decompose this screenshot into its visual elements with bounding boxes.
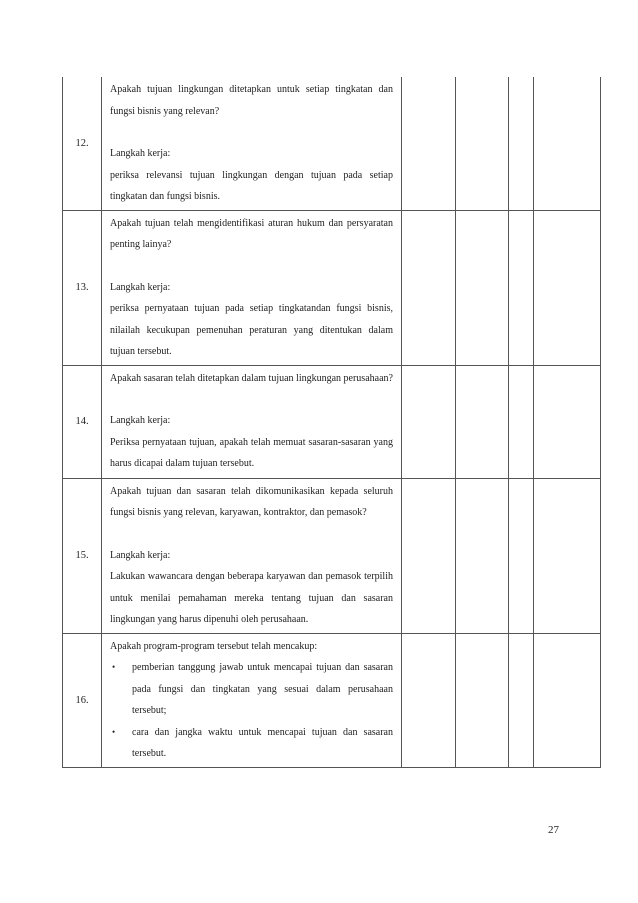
table-row bbox=[63, 478, 601, 633]
list-item bbox=[110, 657, 393, 722]
table-row bbox=[63, 633, 601, 767]
answer-cell bbox=[534, 210, 601, 365]
table-row bbox=[63, 210, 601, 365]
page-number: 27 bbox=[548, 824, 559, 836]
row-number: 16. bbox=[63, 633, 102, 767]
answer-cell bbox=[509, 210, 534, 365]
answer-cell bbox=[402, 478, 456, 633]
question-cell bbox=[102, 478, 402, 633]
answer-cell bbox=[402, 210, 456, 365]
step-label: Langkah kerja: bbox=[110, 281, 171, 293]
step-label: Langkah kerja: bbox=[110, 549, 171, 561]
table-row bbox=[63, 77, 601, 210]
answer-cell bbox=[534, 77, 601, 210]
question-text: Apakah tujuan lingkungan ditetapkan untuk setiap tingkatan dan fungsi bisnis yang relevan? bbox=[110, 84, 393, 117]
answer-cell bbox=[456, 77, 509, 210]
row-number: 15. bbox=[63, 478, 102, 633]
answer-cell bbox=[456, 365, 509, 478]
answer-cell bbox=[402, 77, 456, 210]
question-text: Apakah tujuan dan sasaran telah dikomunikasikan kepada seluruh fungsi bisnis yang relevan, karyawan, kontraktor, dan pemasok? bbox=[110, 485, 393, 518]
question-cell bbox=[102, 210, 402, 365]
row-number: 13. bbox=[63, 210, 102, 365]
audit-checklist-table bbox=[62, 77, 601, 768]
question-cell bbox=[102, 633, 402, 767]
answer-cell bbox=[402, 633, 456, 767]
answer-cell bbox=[456, 478, 509, 633]
question-cell bbox=[102, 365, 402, 478]
table-row bbox=[63, 365, 601, 478]
question-text: Apakah tujuan telah mengidentifikasi aturan hukum dan persyaratan penting lainya? bbox=[110, 217, 393, 250]
answer-cell bbox=[509, 77, 534, 210]
answer-cell bbox=[402, 365, 456, 478]
step-text: periksa relevansi tujuan lingkungan dengan tujuan pada setiap tingkatan dan fungsi bisnis. bbox=[110, 169, 393, 202]
answer-cell bbox=[509, 365, 534, 478]
answer-cell bbox=[509, 633, 534, 767]
answer-cell bbox=[509, 478, 534, 633]
step-text: periksa pernyataan tujuan pada setiap tingkatandan fungsi bisnis, nilailah kecukupan pemenuhan peraturan yang ditentukan dalam tujuan tersebut. bbox=[110, 303, 393, 357]
step-label: Langkah kerja: bbox=[110, 148, 171, 159]
bullet-text: pemberian tanggung jawab untuk mencapai tujuan dan sasaran pada fungsi dan tingkatan yang sesuai dalam perusahaan tersebut; bbox=[132, 662, 393, 716]
bullet-list bbox=[110, 657, 393, 765]
row-number: 14. bbox=[63, 365, 102, 478]
answer-cell bbox=[456, 210, 509, 365]
step-label: Langkah kerja: bbox=[110, 415, 171, 426]
question-cell bbox=[102, 77, 402, 210]
question-text: Apakah program-program tersebut telah mencakup: bbox=[110, 640, 318, 652]
step-text: Periksa pernyataan tujuan, apakah telah memuat sasaran-sasaran yang harus dicapai dalam tujuan tersebut. bbox=[110, 436, 393, 469]
step-text: Lakukan wawancara dengan beberapa karyawan dan pemasok terpilih untuk menilai pemahaman mereka tentang tujuan dan sasaran lingkungan yang harus dipenuhi oleh perusahaan. bbox=[110, 571, 393, 625]
question-text: Apakah sasaran telah ditetapkan dalam tujuan lingkungan perusahaan? bbox=[110, 372, 393, 384]
row-number: 12. bbox=[63, 77, 102, 210]
bullet-text: cara dan jangka waktu untuk mencapai tujuan dan sasaran tersebut. bbox=[132, 726, 393, 759]
answer-cell bbox=[534, 478, 601, 633]
bullet-icon: • bbox=[112, 662, 116, 672]
bullet-icon: • bbox=[112, 726, 116, 737]
list-item bbox=[110, 722, 393, 765]
answer-cell bbox=[534, 633, 601, 767]
answer-cell bbox=[534, 365, 601, 478]
answer-cell bbox=[456, 633, 509, 767]
